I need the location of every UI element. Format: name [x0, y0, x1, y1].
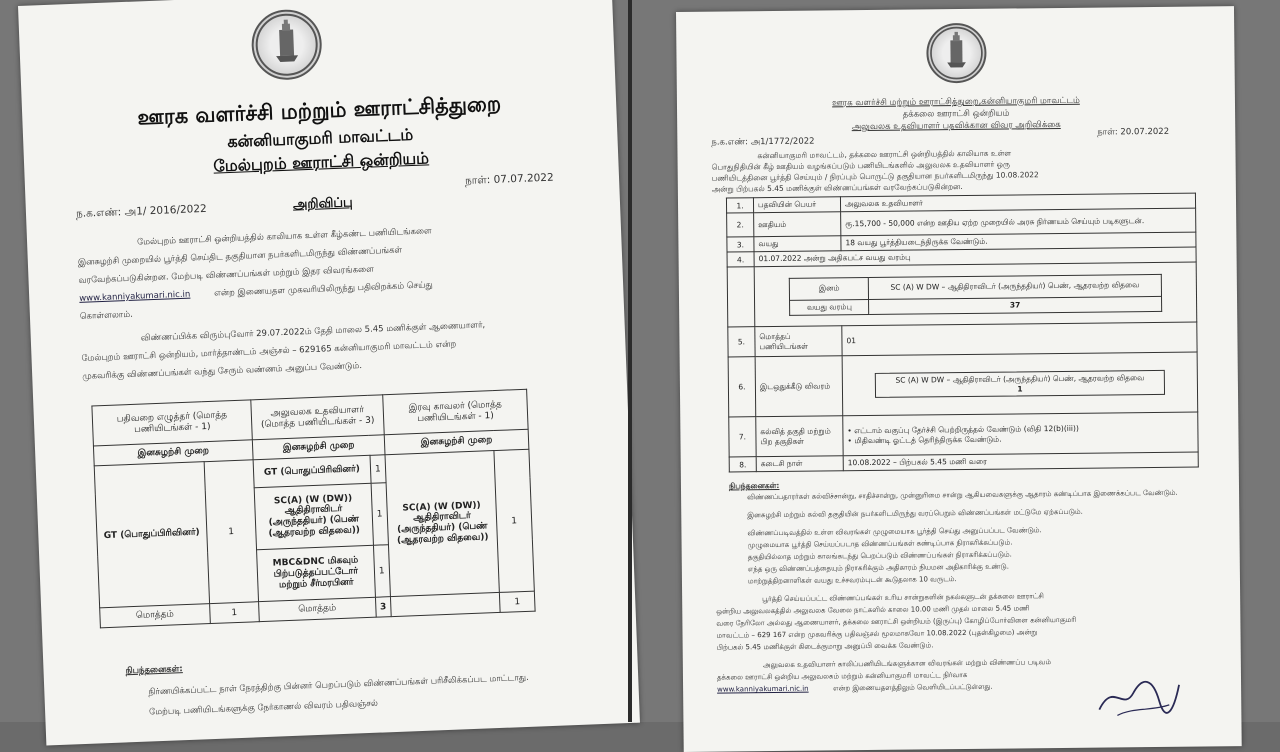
website-link[interactable]: www.kanniyakumari.nic.in — [79, 289, 191, 304]
total-2: 3 — [375, 597, 391, 618]
col2-count: 1 — [373, 545, 390, 598]
row-number: 2. — [727, 213, 754, 237]
col2-count: 1 — [370, 455, 386, 484]
row-value: 10.08.2022 – பிற்பகல் 5.45 மணி வரை — [843, 452, 1198, 471]
closing-line: ஒன்றிய அலுவலகத்தில் அலுவலக வேலை நாட்களில் காலை 10.00 மணி முதல் மாலை 5.45 மணி — [716, 604, 1030, 616]
row-number: 8. — [729, 457, 756, 472]
qualification-item: • மிதிவண்டி ஓட்டத் தெரிந்திருக்க வேண்டும். — [847, 434, 1002, 445]
row-value: 01 — [842, 322, 1197, 356]
col3-category: SC(A) (W (DW)) ஆதிதிராவிடர் (அருந்ததியர்) (பெண் (ஆதரவற்ற விதவை)) — [385, 451, 499, 597]
row-number: 1. — [726, 198, 753, 213]
header-line: தக்கலை ஊராட்சி ஒன்றியம் — [902, 108, 1010, 120]
total-3: 1 — [499, 591, 535, 612]
website-link[interactable]: www.kanniyakumari.nic.in — [717, 684, 809, 694]
reservation-cell — [842, 352, 1198, 416]
tamilnadu-emblem-icon — [926, 23, 987, 84]
photo-divider — [628, 0, 632, 722]
row-label: பதவியின் பெயர் — [753, 197, 840, 213]
tamilnadu-emblem-icon — [250, 8, 323, 81]
rotation-label: இனசுழற்சி முறை — [384, 429, 529, 455]
intro-line: பொதுநிதியின் கீழ் ஊதியம் வழங்கப்படும் பணியிடங்களில் அலுவலக உதவியாளர் ஒரு — [711, 159, 1010, 172]
right-notice-sheet — [676, 6, 1242, 752]
col1-header: பதிவறை எழுத்தர் (மொத்த பணியிடங்கள் - 1) — [92, 400, 252, 446]
col3-count: 1 — [494, 449, 534, 592]
condition-item: இனசுழற்சி மற்றும் கல்வி தகுதியின் நபர்களிடமிருந்து வரப்பெறும் விண்ணப்பங்கள் மட்டுமே ஏற்கப்படும். — [747, 507, 1083, 520]
para1-line: வரவேற்கப்படுகின்றன. மேற்படி விண்ணப்பங்கள் மற்றும் இதர விவரங்களை — [78, 264, 374, 286]
row-value: ரூ.15,700 - 50,000 என்ற ஊதிய ஏற்ற முறையில் அரசு நிர்ணயம் செய்யும் படிகளுடன். — [841, 208, 1196, 236]
condition-item: நிர்ணயிக்கப்பட்ட நாள் நேரத்திற்கு பின்னர் பெறப்படும் விண்ணப்பங்கள் பரிசீலிக்கப்பட மாட்டாது. — [148, 672, 530, 698]
signature-icon — [1093, 671, 1184, 722]
reference-number: ந.க.எண்: அ1/1772/2022 — [711, 136, 815, 148]
age-inner-table — [789, 273, 1162, 315]
row-label: வயது — [754, 236, 841, 252]
closing-line: மாவட்டம் – 629 167 என்ற முகவரிக்கு பதிவஞ்சல் மூலமாகவோ 10.08.2022 (புதன்கிழமை) அன்று — [716, 628, 1038, 640]
union-title: மேல்புறம் ஊராட்சி ஒன்றியம் — [213, 148, 430, 176]
qualification-cell — [843, 412, 1198, 456]
intro-line: கன்னியாகுமரி மாவட்டம், தக்கலை ஊராட்சி ஒன்றியத்தில் காலியாக உள்ள — [757, 148, 1012, 161]
total-1: 1 — [209, 602, 259, 624]
row-value: அலுவலக உதவியாளர் — [840, 193, 1195, 212]
rotation-label: இனசுழற்சி முறை — [252, 435, 385, 460]
col2-count: 1 — [371, 483, 389, 546]
col1-category: GT (பொதுப்பிரிவினர்) — [94, 462, 209, 608]
col2-category: MBC&DNC மிகவும் பிற்படுத்தப்பட்டோர் மற்றும் சீர்மரபினர் — [257, 545, 376, 601]
intro-line: அன்று பிற்பகல் 5.45 மணிக்குள் விண்ணப்பங்கள் வரவேற்கப்படுகின்றன. — [711, 182, 963, 194]
header-line: அலுவலக உதவியாளர் பதவிக்கான விவர அறிவிக்கை — [851, 119, 1061, 133]
closing-line: பிற்பகல் 5.45 மணிக்குள் கிடைக்குமாறு அனுப்பி வைக்க வேண்டும். — [716, 641, 934, 652]
para1-line: என்ற இணையதள முகவரியிலிருந்து பதிவிறக்கம் செய்து — [213, 280, 433, 299]
condition-item: மேற்படி பணியிடங்களுக்கு நேர்காணல் விவரம் பதிவஞ்சல் — [149, 698, 379, 718]
para2-line: விண்ணப்பிக்க விரும்புவோர் 29.07.2022ம் தேதி மாலை 5.45 மணிக்குள் ஆணையாளர், — [140, 320, 486, 344]
age-label: வயது வரம்பு — [790, 299, 869, 315]
district-title: கன்னியாகுமரி மாவட்டம் — [227, 124, 414, 152]
para2-line: மேல்புறம் ஊராட்சி ஒன்றியம், மார்த்தாண்டம் அஞ்சல் – 629165 கன்னியாகுமரி மாவட்டம் என்ற — [81, 339, 457, 364]
footer-line: தக்கலை ஊராட்சி ஒன்றிய அலுவலகம் மற்றும் கன்னியாகுமரி மாவட்ட நிர்வாக — [716, 670, 968, 682]
row-label: மொத்தப் பணியிடங்கள் — [755, 326, 842, 357]
para2-line: முகவரிக்கு விண்ணப்பங்கள் வந்து சேரும் வண்ணம் அனுப்ப வேண்டும். — [82, 361, 363, 382]
qualification-item: • எட்டாம் வகுப்பு தேர்ச்சி பெற்றிருத்தல் வேண்டும் (விதி 12(b)(iii)) — [847, 423, 1079, 435]
conditions-heading: நிபந்தனைகள்: — [728, 480, 780, 491]
col2-category: SC(A) (W (DW)) ஆதிதிராவிடர் (அருந்ததியர்) (பெண் (ஆதரவற்ற விதவை)) — [254, 483, 373, 549]
left-notice-sheet — [18, 0, 640, 745]
age-limit-cell — [754, 262, 1197, 327]
col1-count: 1 — [204, 460, 259, 604]
row-number-blank — [727, 267, 755, 327]
col2-header: அலுவலக உதவியாளர் (மொத்த பணியிடங்கள் - 3) — [251, 395, 384, 440]
condition-item: மாற்றுத்திறனாளிகள் வயது உச்சவரம்புடன் கூடுதலாக 10 வருடம். — [747, 575, 957, 586]
reservation-count: 1 — [1017, 384, 1023, 394]
para1-line: இனசுழற்சி முறையில் பூர்த்தி செய்திட தகுதியான நபர்களிடமிருந்து விண்ணப்பங்கள் — [77, 245, 403, 268]
total-label: மொத்தம் — [259, 597, 376, 621]
footer-line: என்ற இணையதளத்திலும் வெளியிடப்பட்டுள்ளது. — [833, 682, 993, 693]
col3-header: இரவு காவலர் (மொத்த பணியிடங்கள் - 1) — [383, 389, 528, 434]
category-value: SC (A) W DW – ஆதிதிராவிடர் (அருந்ததியர்) பெண், ஆதரவற்ற விதவை — [869, 274, 1162, 299]
total-3-blank — [390, 592, 500, 616]
row-number: 4. — [727, 252, 754, 267]
department-title: ஊரக வளர்ச்சி மற்றும் ஊராட்சித்துறை — [136, 91, 502, 130]
row-label: கடைசி நாள் — [756, 456, 843, 472]
row-value: 18 வயது பூர்த்தியடைந்திருக்க வேண்டும். — [841, 232, 1196, 251]
notice-heading: அறிவிப்பு — [292, 195, 353, 213]
condition-item: தகுதியில்லாத மற்றும் காலங்கடந்து பெறப்படும் விண்ணப்பங்கள் நிராகரிக்கப்படும். — [747, 550, 1012, 562]
row-number: 3. — [727, 237, 754, 252]
closing-line: வரை நேரிலோ அல்லது ஆணையாளர், தக்கலை ஊராட்சி ஒன்றியம் (இருப்பு) கோழிப்போர்விளை கன்னியாகுமரி — [716, 615, 1077, 628]
notice-date: நாள்: 07.07.2022 — [464, 171, 554, 187]
rotation-label: இனசுழற்சி முறை — [93, 440, 253, 466]
condition-item: விண்ணப்பதாரர்கள் கல்விச்சான்று, சாதிச்சான்று, முன்னுரிமை சான்று ஆகியவைகளுக்கு ஆதாரம் கண்டிப்பாக இணைக்கப்பட வேண்டும். — [747, 488, 1178, 502]
row-number: 6. — [728, 357, 756, 417]
col2-category: GT (பொதுப்பிரிவினர்) — [253, 455, 371, 487]
para1-line: மேல்புறம் ஊராட்சி ஒன்றியத்தில் காலியாக உள்ள கீழ்கண்ட பணியிடங்களை — [136, 226, 432, 248]
category-label: இனம் — [790, 277, 869, 300]
condition-item: எந்த ஒரு விண்ணப்பத்தையும் நிராகரிக்கும் அதிகாரம் நியமன அதிகாரிக்கு உண்டு. — [747, 562, 1009, 574]
details-table — [726, 193, 1199, 473]
footer-line: அலுவலக உதவியாளர் காலிப்பணியிடங்களுக்கான விவரங்கள் மற்றும் விண்ணப்ப படிவம் — [762, 658, 1051, 670]
vacancy-table — [91, 389, 535, 629]
para1-line: கொள்ளலாம். — [79, 309, 134, 322]
reservation-value: SC (A) W DW – ஆதிதிராவிடர் (அருந்ததியர்) பெண், ஆதரவற்ற விதவை — [895, 373, 1145, 385]
reference-number: ந.க.எண்: அ1/ 2016/2022 — [75, 202, 207, 220]
condition-item: முழுமையாக பூர்த்தி செய்யப்படாத விண்ணப்பங்கள் கண்டிப்பாக நிராகரிக்கப்படும். — [747, 538, 1013, 550]
age-value: 37 — [869, 296, 1162, 314]
row-number: 7. — [729, 417, 756, 457]
row-label: இடஒதுக்கீடு விவரம் — [755, 356, 843, 417]
row-label: கல்வித் தகுதி மற்றும் பிற தகுதிகள் — [756, 416, 843, 457]
row-label: ஊதியம் — [754, 212, 841, 237]
header-line: ஊரக வளர்ச்சி மற்றும் ஊராட்சித்துறை,கன்னியாகுமரி மாவட்டம் — [832, 95, 1080, 109]
intro-line: பணியிடத்தினை பூர்த்தி செய்யும் / நிரப்பும் பொருட்டு தகுதியான நபர்களிடமிருந்து 10.08.2022 — [711, 170, 1039, 183]
row-label: 01.07.2022 அன்று அதிகபட்ச வயது வரம்பு — [754, 247, 1196, 267]
closing-line: பூர்த்தி செய்யப்பட்ட விண்ணப்பங்கள் உரிய சான்றுகளின் நகல்களுடன் தக்கலை ஊராட்சி — [762, 592, 1044, 604]
condition-item: விண்ணப்படிவத்தில் உள்ள விவரங்கள் முழுமையாக பூர்த்தி செய்து அனுப்பப்பட வேண்டும். — [747, 526, 1042, 538]
row-number: 5. — [728, 327, 755, 357]
conditions-heading: நிபந்தனைகள்: — [125, 664, 183, 677]
notice-date: நாள்: 20.07.2022 — [1097, 126, 1170, 138]
total-label: மொத்தம் — [100, 604, 210, 628]
